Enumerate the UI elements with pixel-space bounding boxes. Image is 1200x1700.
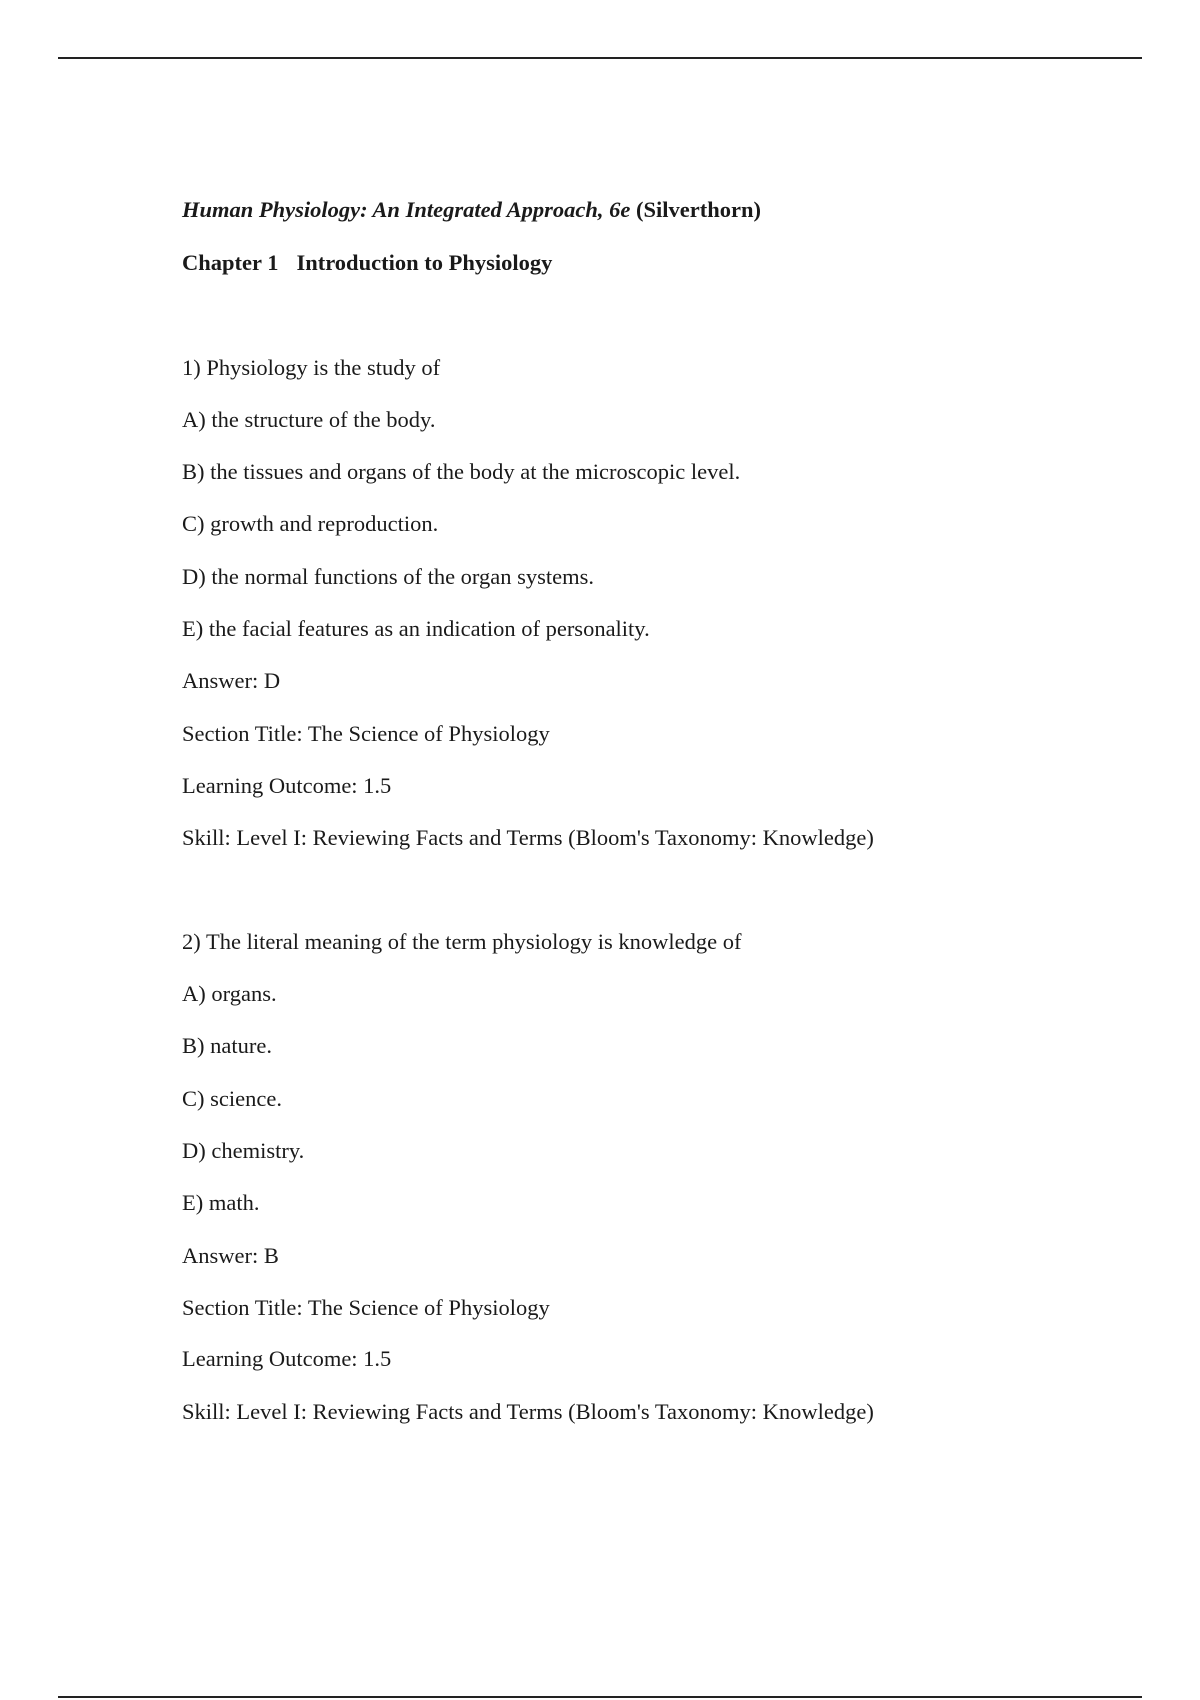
book-title: Human Physiology: An Integrated Approach, 6e (182, 197, 631, 222)
choice-a: A) organs. (182, 981, 277, 1006)
choice-e: E) the facial features as an indication of personality. (182, 616, 650, 641)
question-stem: 2) The literal meaning of the term physiology is knowledge of (182, 929, 742, 954)
skill: Skill: Level I: Reviewing Facts and Terms (Bloom's Taxonomy: Knowledge) (182, 825, 874, 850)
question-stem: 1) Physiology is the study of (182, 355, 441, 380)
choice-d: D) chemistry. (182, 1138, 305, 1163)
book-title-line (182, 195, 761, 225)
choice-c: C) science. (182, 1086, 282, 1111)
learning-outcome: Learning Outcome: 1.5 (182, 1346, 392, 1371)
choice-a: A) the structure of the body. (182, 407, 436, 432)
answer: Answer: B (182, 1243, 279, 1268)
bottom-rule (58, 1696, 1142, 1698)
learning-outcome: Learning Outcome: 1.5 (182, 773, 392, 798)
section-title: Section Title: The Science of Physiology (182, 1295, 550, 1320)
top-rule (58, 57, 1142, 59)
choice-c: C) growth and reproduction. (182, 511, 439, 536)
choice-e: E) math. (182, 1190, 260, 1215)
answer: Answer: D (182, 668, 281, 693)
skill: Skill: Level I: Reviewing Facts and Terms (Bloom's Taxonomy: Knowledge) (182, 1399, 874, 1424)
chapter-title: Introduction to Physiology (296, 250, 553, 275)
chapter-number: Chapter 1 (182, 250, 279, 275)
choice-b: B) the tissues and organs of the body at the microscopic level. (182, 459, 741, 484)
book-author: (Silverthorn) (636, 197, 761, 222)
section-title: Section Title: The Science of Physiology (182, 721, 550, 746)
choice-b: B) nature. (182, 1033, 272, 1058)
choice-d: D) the normal functions of the organ systems. (182, 564, 595, 589)
chapter-heading (182, 248, 552, 278)
